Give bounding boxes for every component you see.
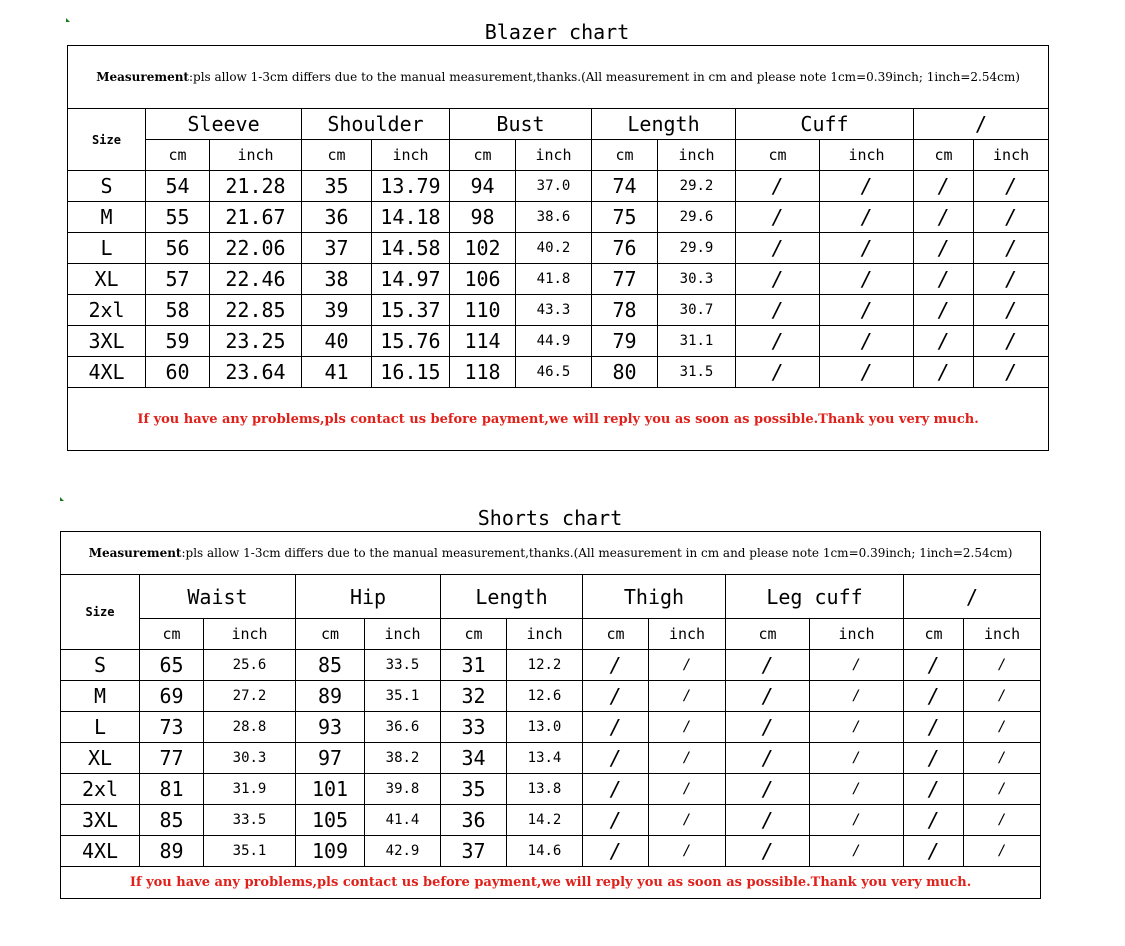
table-cell: 38.6 [516, 202, 592, 233]
table-row [68, 264, 1049, 295]
table-cell: / [583, 774, 649, 805]
size-cell: 2xl [68, 295, 146, 326]
table-cell: 60 [146, 357, 210, 388]
table-cell: / [736, 357, 820, 388]
shorts-chart-title: Shorts chart [477, 506, 623, 530]
table-cell: / [583, 805, 649, 836]
table-cell: 14.97 [372, 264, 450, 295]
column-group-header: Waist [140, 575, 296, 619]
unit-header: cm [296, 619, 365, 650]
table-cell: 29.9 [658, 233, 736, 264]
size-header: Size [68, 109, 146, 171]
table-cell: / [649, 650, 726, 681]
size-cell: L [61, 712, 140, 743]
table-cell: / [820, 264, 914, 295]
table-cell: / [914, 171, 974, 202]
table-cell: 74 [592, 171, 658, 202]
table-cell: 54 [146, 171, 210, 202]
table-cell: / [820, 357, 914, 388]
table-cell: / [964, 712, 1041, 743]
size-cell: S [68, 171, 146, 202]
size-cell: M [61, 681, 140, 712]
table-cell: / [964, 650, 1041, 681]
table-cell: 13.0 [507, 712, 583, 743]
table-row [61, 712, 1041, 743]
unit-header: cm [736, 140, 820, 171]
size-cell: 2xl [61, 774, 140, 805]
table-cell: / [914, 202, 974, 233]
table-cell: / [726, 712, 810, 743]
size-cell: XL [61, 743, 140, 774]
table-cell: 102 [450, 233, 516, 264]
table-cell: 58 [146, 295, 210, 326]
column-group-header: Thigh [583, 575, 726, 619]
table-cell: / [649, 681, 726, 712]
table-cell: / [904, 650, 964, 681]
unit-header: inch [204, 619, 296, 650]
column-group-header: / [914, 109, 1049, 140]
size-cell: 4XL [68, 357, 146, 388]
table-cell: / [736, 202, 820, 233]
unit-header: inch [974, 140, 1049, 171]
blazer-chart-title: Blazer chart [484, 20, 630, 44]
size-cell: S [61, 650, 140, 681]
contact-footer: If you have any problems,pls contact us before payment,we will reply you as soon as possible.Thank you very much. [61, 867, 1041, 899]
table-row [61, 774, 1041, 805]
table-cell: 77 [592, 264, 658, 295]
column-group-header: Leg cuff [726, 575, 904, 619]
table-cell: / [820, 171, 914, 202]
table-cell: 43.3 [516, 295, 592, 326]
table-cell: 35 [441, 774, 507, 805]
table-cell: 33.5 [204, 805, 296, 836]
table-cell: / [964, 681, 1041, 712]
unit-header: inch [372, 140, 450, 171]
unit-header-row [68, 140, 1049, 171]
table-cell: 89 [140, 836, 204, 867]
table-cell: 36 [302, 202, 372, 233]
table-cell: 21.28 [210, 171, 302, 202]
column-group-header: Cuff [736, 109, 914, 140]
table-cell: 77 [140, 743, 204, 774]
table-cell: 73 [140, 712, 204, 743]
table-cell: / [914, 357, 974, 388]
table-cell: / [810, 712, 904, 743]
table-cell: 22.06 [210, 233, 302, 264]
table-cell: / [583, 650, 649, 681]
unit-header: inch [964, 619, 1041, 650]
table-cell: 41.8 [516, 264, 592, 295]
table-cell: 13.8 [507, 774, 583, 805]
size-cell: 3XL [68, 326, 146, 357]
table-row [68, 233, 1049, 264]
table-cell: / [649, 712, 726, 743]
table-cell: 79 [592, 326, 658, 357]
table-cell: / [726, 650, 810, 681]
table-cell: 85 [140, 805, 204, 836]
table-cell: 75 [592, 202, 658, 233]
table-cell: 15.76 [372, 326, 450, 357]
table-cell: / [810, 743, 904, 774]
table-cell: 33 [441, 712, 507, 743]
unit-header: inch [365, 619, 441, 650]
table-cell: / [649, 805, 726, 836]
table-cell: 14.6 [507, 836, 583, 867]
table-cell: 16.15 [372, 357, 450, 388]
unit-header: inch [516, 140, 592, 171]
table-cell: / [583, 836, 649, 867]
table-cell: / [810, 774, 904, 805]
table-cell: 12.2 [507, 650, 583, 681]
measurement-note-text: :pls allow 1-3cm differs due to the manual measurement,thanks.(All measurement in cm and please note 1cm=0.39inch; 1inch=2.54cm) [181, 546, 1013, 560]
table-cell: 93 [296, 712, 365, 743]
table-cell: 40 [302, 326, 372, 357]
table-cell: 31.9 [204, 774, 296, 805]
table-cell: / [820, 295, 914, 326]
table-cell: / [726, 681, 810, 712]
table-cell: / [904, 743, 964, 774]
unit-header: cm [146, 140, 210, 171]
unit-header: cm [302, 140, 372, 171]
table-cell: / [649, 743, 726, 774]
size-cell: XL [68, 264, 146, 295]
table-cell: 29.2 [658, 171, 736, 202]
table-cell: 97 [296, 743, 365, 774]
table-cell: / [736, 295, 820, 326]
table-cell: 40.2 [516, 233, 592, 264]
table-cell: 13.4 [507, 743, 583, 774]
group-header-row [68, 109, 1049, 140]
table-row [68, 202, 1049, 233]
size-cell: 3XL [61, 805, 140, 836]
table-cell: / [810, 805, 904, 836]
unit-header: inch [658, 140, 736, 171]
blazer-size-table [67, 45, 1049, 451]
table-cell: 35 [302, 171, 372, 202]
table-cell: / [964, 836, 1041, 867]
corner-marker [60, 497, 64, 501]
table-cell: 30.7 [658, 295, 736, 326]
table-cell: / [974, 357, 1049, 388]
table-cell: 105 [296, 805, 365, 836]
table-cell: 65 [140, 650, 204, 681]
measurement-note [61, 532, 1041, 575]
unit-header: cm [583, 619, 649, 650]
table-cell: 35.1 [365, 681, 441, 712]
table-cell: / [649, 774, 726, 805]
table-cell: 80 [592, 357, 658, 388]
table-cell: 31.1 [658, 326, 736, 357]
table-cell: / [914, 326, 974, 357]
unit-header: cm [441, 619, 507, 650]
table-cell: 106 [450, 264, 516, 295]
table-cell: 28.8 [204, 712, 296, 743]
table-cell: / [810, 681, 904, 712]
column-group-header: Sleeve [146, 109, 302, 140]
table-cell: 33.5 [365, 650, 441, 681]
table-row [68, 357, 1049, 388]
unit-header: inch [210, 140, 302, 171]
table-cell: 38 [302, 264, 372, 295]
table-cell: / [583, 743, 649, 774]
table-cell: / [583, 712, 649, 743]
table-cell: / [904, 836, 964, 867]
table-cell: 118 [450, 357, 516, 388]
table-cell: 30.3 [204, 743, 296, 774]
column-group-header: Bust [450, 109, 592, 140]
table-cell: / [820, 233, 914, 264]
table-cell: / [914, 264, 974, 295]
table-cell: / [726, 836, 810, 867]
unit-header: cm [140, 619, 204, 650]
measurement-note [68, 46, 1049, 109]
table-cell: 22.46 [210, 264, 302, 295]
table-row [68, 326, 1049, 357]
table-cell: 41 [302, 357, 372, 388]
table-cell: 94 [450, 171, 516, 202]
table-cell: / [810, 836, 904, 867]
table-cell: 76 [592, 233, 658, 264]
table-cell: 32 [441, 681, 507, 712]
table-cell: / [820, 326, 914, 357]
table-cell: 38.2 [365, 743, 441, 774]
column-group-header: / [904, 575, 1041, 619]
size-header: Size [61, 575, 140, 650]
table-cell: / [904, 681, 964, 712]
table-cell: 37.0 [516, 171, 592, 202]
table-cell: 39.8 [365, 774, 441, 805]
table-cell: 31 [441, 650, 507, 681]
measurement-note-label: Measurement [88, 546, 182, 560]
unit-header: inch [820, 140, 914, 171]
unit-header-row [61, 619, 1041, 650]
table-cell: 46.5 [516, 357, 592, 388]
table-cell: / [974, 264, 1049, 295]
table-cell: / [964, 743, 1041, 774]
column-group-header: Shoulder [302, 109, 450, 140]
table-cell: 35.1 [204, 836, 296, 867]
table-cell: 39 [302, 295, 372, 326]
table-cell: 34 [441, 743, 507, 774]
table-row [61, 743, 1041, 774]
table-cell: / [904, 774, 964, 805]
table-cell: / [726, 805, 810, 836]
table-cell: 27.2 [204, 681, 296, 712]
table-cell: 13.79 [372, 171, 450, 202]
table-cell: 36.6 [365, 712, 441, 743]
table-cell: / [820, 202, 914, 233]
group-header-row [61, 575, 1041, 619]
unit-header: inch [507, 619, 583, 650]
table-cell: 23.64 [210, 357, 302, 388]
table-cell: 23.25 [210, 326, 302, 357]
table-cell: / [904, 712, 964, 743]
table-cell: 81 [140, 774, 204, 805]
table-cell: / [914, 295, 974, 326]
table-cell: / [736, 264, 820, 295]
contact-footer: If you have any problems,pls contact us before payment,we will reply you as soon as possible.Thank you very much. [68, 388, 1049, 451]
table-cell: 57 [146, 264, 210, 295]
table-cell: / [736, 326, 820, 357]
table-row [61, 836, 1041, 867]
table-cell: 14.2 [507, 805, 583, 836]
unit-header: inch [810, 619, 904, 650]
table-cell: 15.37 [372, 295, 450, 326]
table-cell: / [726, 743, 810, 774]
table-cell: / [974, 202, 1049, 233]
size-cell: 4XL [61, 836, 140, 867]
unit-header: cm [904, 619, 964, 650]
column-group-header: Length [592, 109, 736, 140]
table-cell: / [974, 295, 1049, 326]
table-cell: / [974, 233, 1049, 264]
table-cell: 42.9 [365, 836, 441, 867]
unit-header: cm [726, 619, 810, 650]
table-cell: / [964, 774, 1041, 805]
unit-header: inch [649, 619, 726, 650]
table-cell: 56 [146, 233, 210, 264]
table-cell: 21.67 [210, 202, 302, 233]
table-cell: 114 [450, 326, 516, 357]
table-cell: / [964, 805, 1041, 836]
table-cell: / [810, 650, 904, 681]
table-cell: 37 [441, 836, 507, 867]
table-cell: 69 [140, 681, 204, 712]
table-cell: / [974, 171, 1049, 202]
measurement-note-text: :pls allow 1-3cm differs due to the manual measurement,thanks.(All measurement in cm and please note 1cm=0.39inch; 1inch=2.54cm) [188, 70, 1020, 84]
table-cell: 44.9 [516, 326, 592, 357]
shorts-size-table [60, 531, 1041, 899]
table-cell: 12.6 [507, 681, 583, 712]
unit-header: cm [592, 140, 658, 171]
table-row [61, 650, 1041, 681]
table-cell: 37 [302, 233, 372, 264]
table-cell: 30.3 [658, 264, 736, 295]
table-cell: 22.85 [210, 295, 302, 326]
table-cell: 14.58 [372, 233, 450, 264]
table-cell: 29.6 [658, 202, 736, 233]
table-cell: 31.5 [658, 357, 736, 388]
table-row [61, 681, 1041, 712]
table-row [61, 805, 1041, 836]
table-cell: / [914, 233, 974, 264]
table-cell: 41.4 [365, 805, 441, 836]
table-cell: 85 [296, 650, 365, 681]
table-cell: 110 [450, 295, 516, 326]
unit-header: cm [450, 140, 516, 171]
table-cell: 98 [450, 202, 516, 233]
table-row [68, 295, 1049, 326]
table-cell: 109 [296, 836, 365, 867]
table-cell: 25.6 [204, 650, 296, 681]
table-cell: / [904, 805, 964, 836]
table-cell: 101 [296, 774, 365, 805]
table-cell: 78 [592, 295, 658, 326]
table-cell: / [974, 326, 1049, 357]
table-cell: / [736, 233, 820, 264]
table-cell: / [649, 836, 726, 867]
table-cell: / [583, 681, 649, 712]
table-cell: / [726, 774, 810, 805]
table-cell: 89 [296, 681, 365, 712]
column-group-header: Length [441, 575, 583, 619]
table-cell: 36 [441, 805, 507, 836]
size-cell: L [68, 233, 146, 264]
table-cell: 14.18 [372, 202, 450, 233]
size-cell: M [68, 202, 146, 233]
table-row [68, 171, 1049, 202]
measurement-note-label: Measurement [96, 70, 189, 84]
table-cell: 55 [146, 202, 210, 233]
table-cell: 59 [146, 326, 210, 357]
table-cell: / [736, 171, 820, 202]
unit-header: cm [914, 140, 974, 171]
column-group-header: Hip [296, 575, 441, 619]
